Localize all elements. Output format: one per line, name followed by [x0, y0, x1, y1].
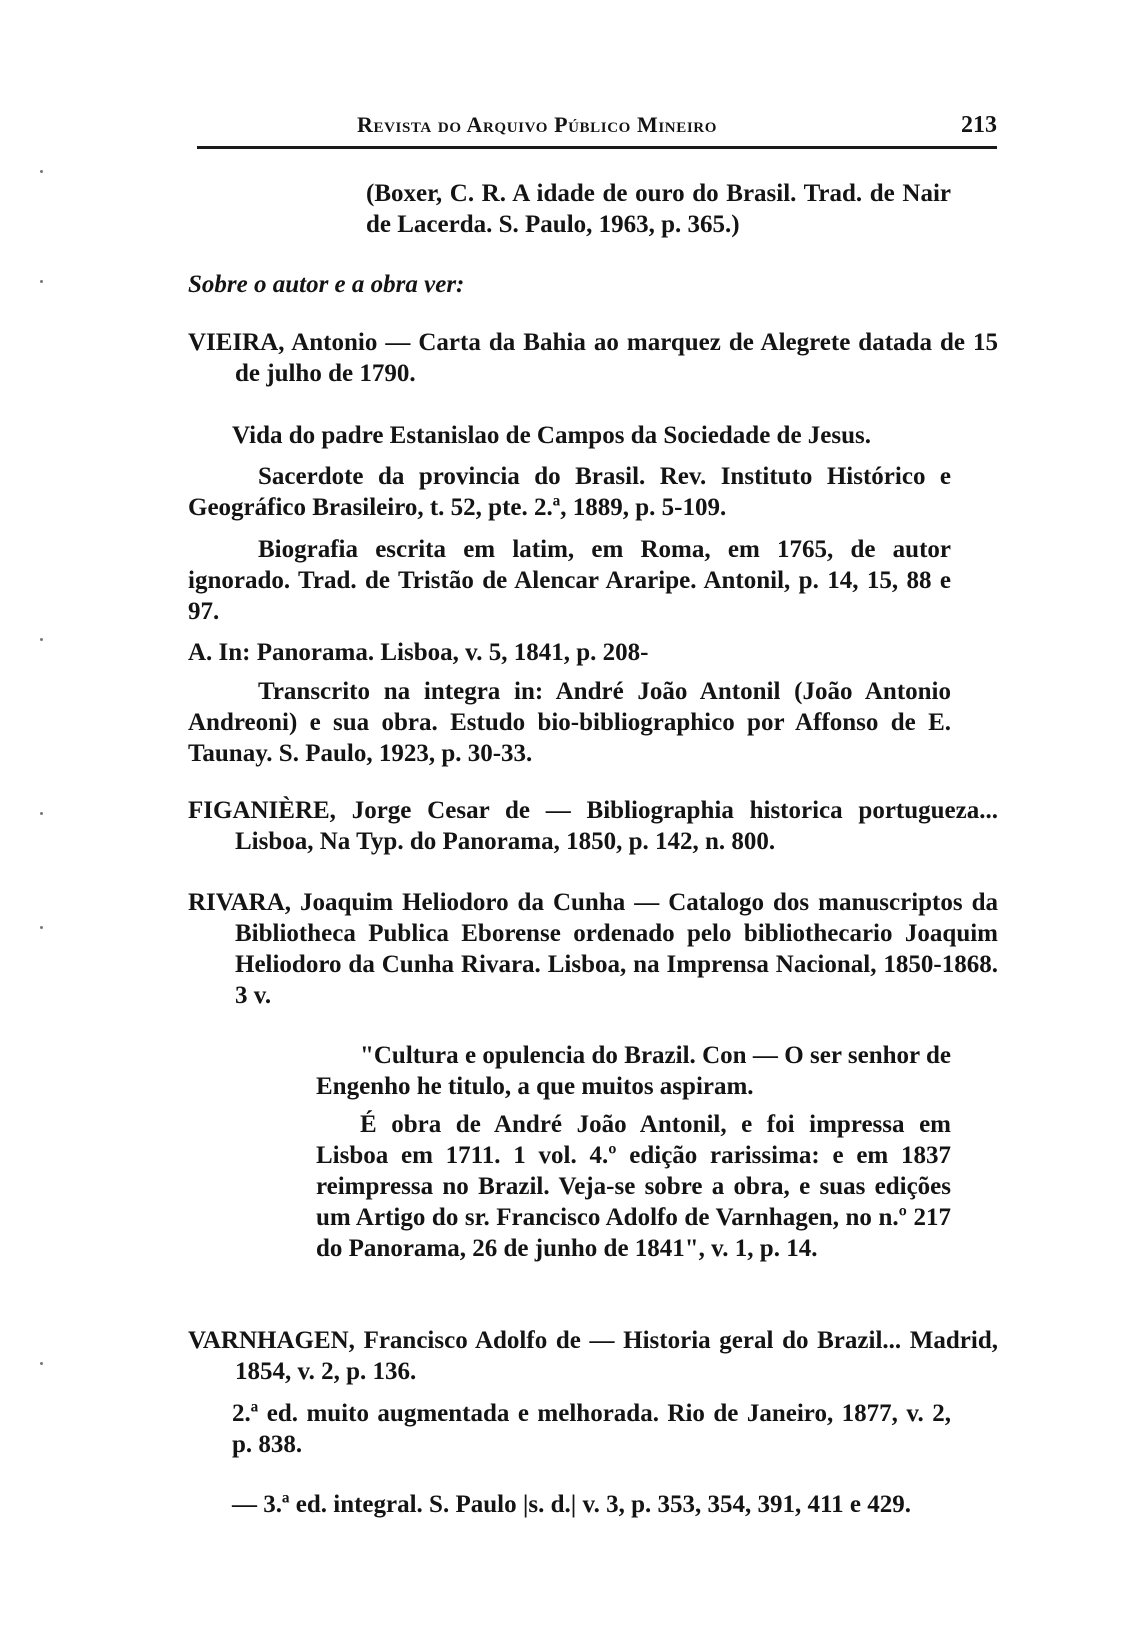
- bibliography-entry-rivara: RIVARA, Joaquim Heliodoro da Cunha — Catalogo dos manuscriptos da Bibliotheca Publica Eborense ordenado pelo bibliothecario Joaquim Heliodoro da Cunha Rivara. Lisboa, na Imprensa Nacional, 1850-1868. 3 v.: [188, 889, 998, 1009]
- panorama-note: A. In: Panorama. Lisboa, v. 5, 1841, p. 208-: [188, 639, 649, 666]
- see-also-heading: Sobre o autor e a obra ver:: [188, 271, 465, 298]
- second-edition-note: 2.ª ed. muito augmentada e melhorada. Rio de Janeiro, 1877, v. 2, p. 838.: [232, 1400, 951, 1458]
- quote-cultura: "Cultura e opulencia do Brazil. Con — O ser senhor de Engenho he titulo, a que muitos aspiram.: [316, 1042, 951, 1100]
- bibliography-entry-figaniere: FIGANIÈRE, Jorge Cesar de — Bibliographia historica portugueza... Lisboa, Na Typ. do Panorama, 1850, p. 142, n. 800.: [188, 797, 998, 855]
- scan-speck: [40, 812, 43, 815]
- sacerdote-note: Sacerdote da provincia do Brasil. Rev. Instituto Histórico e Geográfico Brasileiro, t. 52, pte. 2.ª, 1889, p. 5-109.: [188, 463, 951, 521]
- third-edition-note: — 3.ª ed. integral. S. Paulo |s. d.| v. 3, p. 353, 354, 391, 411 e 429.: [232, 1491, 911, 1518]
- transcrito-note: Transcrito na integra in: André João Antonil (João Antonio Andreoni) e sua obra. Estudo bio-bibliographico por Affonso de E. Taunay. S. Paulo, 1923, p. 30-33.: [188, 678, 951, 767]
- vida-title: Vida do padre Estanislao de Campos da Sociedade de Jesus.: [232, 422, 872, 449]
- running-header: [197, 106, 997, 149]
- quote-obra: É obra de André João Antonil, e foi impressa em Lisboa em 1711. 1 vol. 4.º edição rarissima: e em 1837 reimpressa no Brazil. Veja-se sobre a obra, e suas edições um Artigo do sr. Francisco Adolfo de Varnhagen, no n.º 217 do Panorama, 26 de junho de 1841", v. 1, p. 14.: [316, 1111, 951, 1262]
- scan-speck: [40, 638, 43, 641]
- bibliography-entry-vieira: VIEIRA, Antonio — Carta da Bahia ao marquez de Alegrete datada de 15 de julho de 1790.: [188, 329, 998, 387]
- page-number: 213: [961, 112, 997, 138]
- bibliography-entry-varnhagen: VARNHAGEN, Francisco Adolfo de — Historia geral do Brazil... Madrid, 1854, v. 2, p. 136.: [188, 1327, 998, 1385]
- scan-speck: [40, 170, 43, 173]
- biografia-note: Biografia escrita em latim, em Roma, em 1765, de autor ignorado. Trad. de Tristão de Alencar Araripe. Antonil, p. 14, 15, 88 e 97.: [188, 536, 951, 625]
- boxer-citation: (Boxer, C. R. A idade de ouro do Brasil. Trad. de Nair de Lacerda. S. Paulo, 1963, p. 365.): [366, 180, 951, 238]
- scan-speck: [40, 1362, 43, 1365]
- scan-speck: [40, 280, 43, 283]
- journal-title: Revista do Arquivo Público Mineiro: [357, 112, 717, 137]
- scan-speck: [40, 926, 43, 929]
